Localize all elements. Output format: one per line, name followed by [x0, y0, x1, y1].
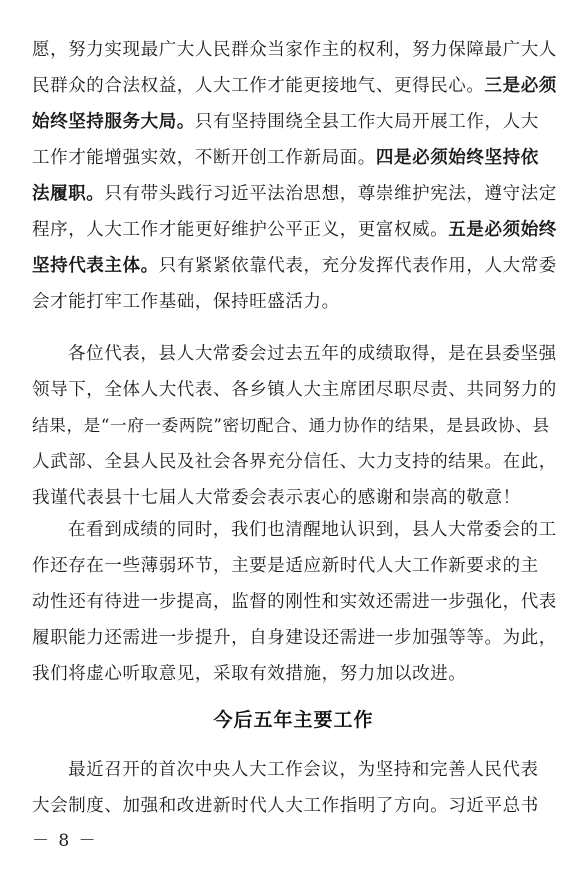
- text-line: 我谨代表县十七届人大常委会表示衷心的感谢和崇高的敬意！: [32, 488, 521, 508]
- text-line: [32, 140, 557, 176]
- text-line: 我们将虚心听取意见，采取有效措施，努力加以改进。: [32, 664, 467, 684]
- text-line: [32, 212, 557, 248]
- text-line: 结果，是“一府一委两院”密切配合、通力协作的结果，是县政协、县: [32, 416, 550, 435]
- paragraph-2: [32, 336, 557, 516]
- text-line: 大会制度、加强和改进新时代人大工作指明了方向。习近平总书: [32, 796, 539, 816]
- bold-lead-point-3: 三是必须: [484, 76, 557, 96]
- text-line: 动性还有待进一步提高，监督的刚性和实效还需进一步强化，代表: [32, 592, 557, 612]
- text-line: [32, 284, 557, 320]
- bold-lead-point-4-cont: 法履职。: [32, 184, 105, 204]
- text-line: [32, 248, 557, 284]
- text-line: 领导下，全体人大代表、各乡镇人大主席团尽职尽责、共同努力的: [32, 380, 557, 400]
- bold-lead-point-3-cont: 始终坚持服务大局。: [32, 112, 195, 132]
- text-line: 人武部、全县人民及社会各界充分信任、大力支持的结果。在此，: [32, 452, 557, 472]
- text-segment: 会才能打牢工作基础，保持旺盛活力。: [32, 292, 340, 312]
- text-segment: 民群众的合法权益，人大工作才能更接地气、更得民心。: [32, 76, 485, 96]
- text-segment: 只有带头践行习近平法治思想，尊崇维护宪法，遵守法定: [104, 184, 557, 204]
- text-line: 履职能力还需进一步提升，自身建设还需进一步加强等等。为此，: [32, 628, 557, 648]
- bold-lead-point-5: 五是必须始终: [448, 220, 557, 240]
- text-line: 在看到成绩的同时，我们也清醒地认识到，县人大常委会的工: [68, 520, 557, 540]
- paragraph-3: [32, 512, 557, 692]
- bold-lead-point-5-cont: 坚持代表主体。: [32, 256, 159, 276]
- text-segment: 只有紧紧依靠代表，充分发挥代表作用，人大常委: [158, 256, 557, 276]
- text-line: [32, 176, 557, 212]
- text-line: 各位代表，县人大常委会过去五年的成绩取得，是在县委坚强: [68, 344, 557, 364]
- paragraph-4: [32, 752, 557, 824]
- text-line: 最近召开的首次中央人大工作会议，为坚持和完善人民代表: [68, 760, 539, 780]
- text-line: [32, 68, 557, 104]
- text-segment: 愿，努力实现最广大人民群众当家作主的权利，努力保障最广大人: [32, 40, 557, 60]
- text-line: [32, 104, 557, 140]
- bold-lead-point-4: 四是必须始终坚持依: [375, 148, 539, 168]
- page-number: － 8 －: [32, 831, 98, 851]
- text-line: [32, 32, 557, 68]
- paragraph-1: [32, 32, 557, 320]
- text-segment: 工作才能增强实效，不断开创工作新局面。: [32, 148, 376, 168]
- text-segment: 只有坚持围绕全县工作大局开展工作，人大: [194, 112, 539, 132]
- text-segment: 程序，人大工作才能更好维护公平正义，更富权威。: [32, 220, 449, 240]
- section-heading: 今后五年主要工作: [213, 709, 374, 731]
- text-line: 作还存在一些薄弱环节，主要是适应新时代人大工作新要求的主: [32, 556, 539, 576]
